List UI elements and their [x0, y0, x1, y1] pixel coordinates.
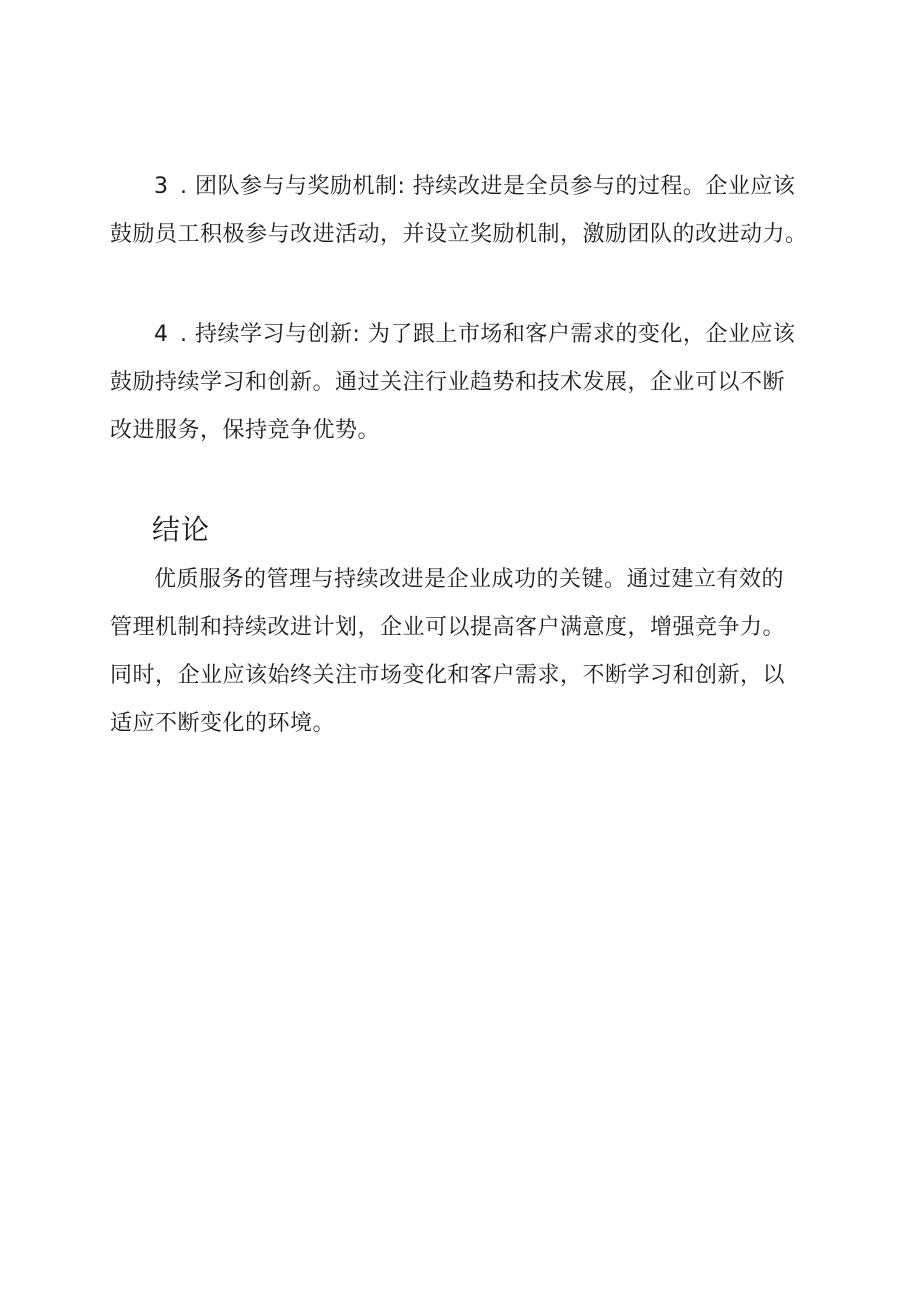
paragraph-line: 管理机制和持续改进计划，企业可以提高客户满意度，增强竞争力。 [110, 615, 786, 640]
paragraph-line: 适应不断变化的环境。 [110, 711, 336, 736]
paragraph-line: 同时，企业应该始终关注市场变化和客户需求，不断学习和创新，以 [110, 663, 786, 688]
paragraph-conclusion [110, 556, 830, 748]
paragraph-line: 鼓励员工积极参与改进活动，并设立奖励机制，激励团队的改进动力。 [110, 222, 808, 247]
paragraph-item-3 [110, 163, 830, 259]
section-heading-conclusion: 结论 [152, 513, 211, 546]
paragraph-line: 4 . 持续学习与创新: 为了跟上市场和客户需求的变化，企业应该 [154, 322, 796, 347]
paragraph-line: 改进服务，保持竞争优势。 [110, 418, 381, 443]
paragraph-line: 3 . 团队参与与奖励机制: 持续改进是全员参与的过程。企业应该 [154, 174, 796, 199]
paragraph-line: 优质服务的管理与持续改进是企业成功的关键。通过建立有效的 [154, 567, 785, 592]
paragraph-line: 鼓励持续学习和创新。通过关注行业趋势和技术发展，企业可以不断 [110, 370, 786, 395]
paragraph-item-4 [110, 311, 830, 455]
